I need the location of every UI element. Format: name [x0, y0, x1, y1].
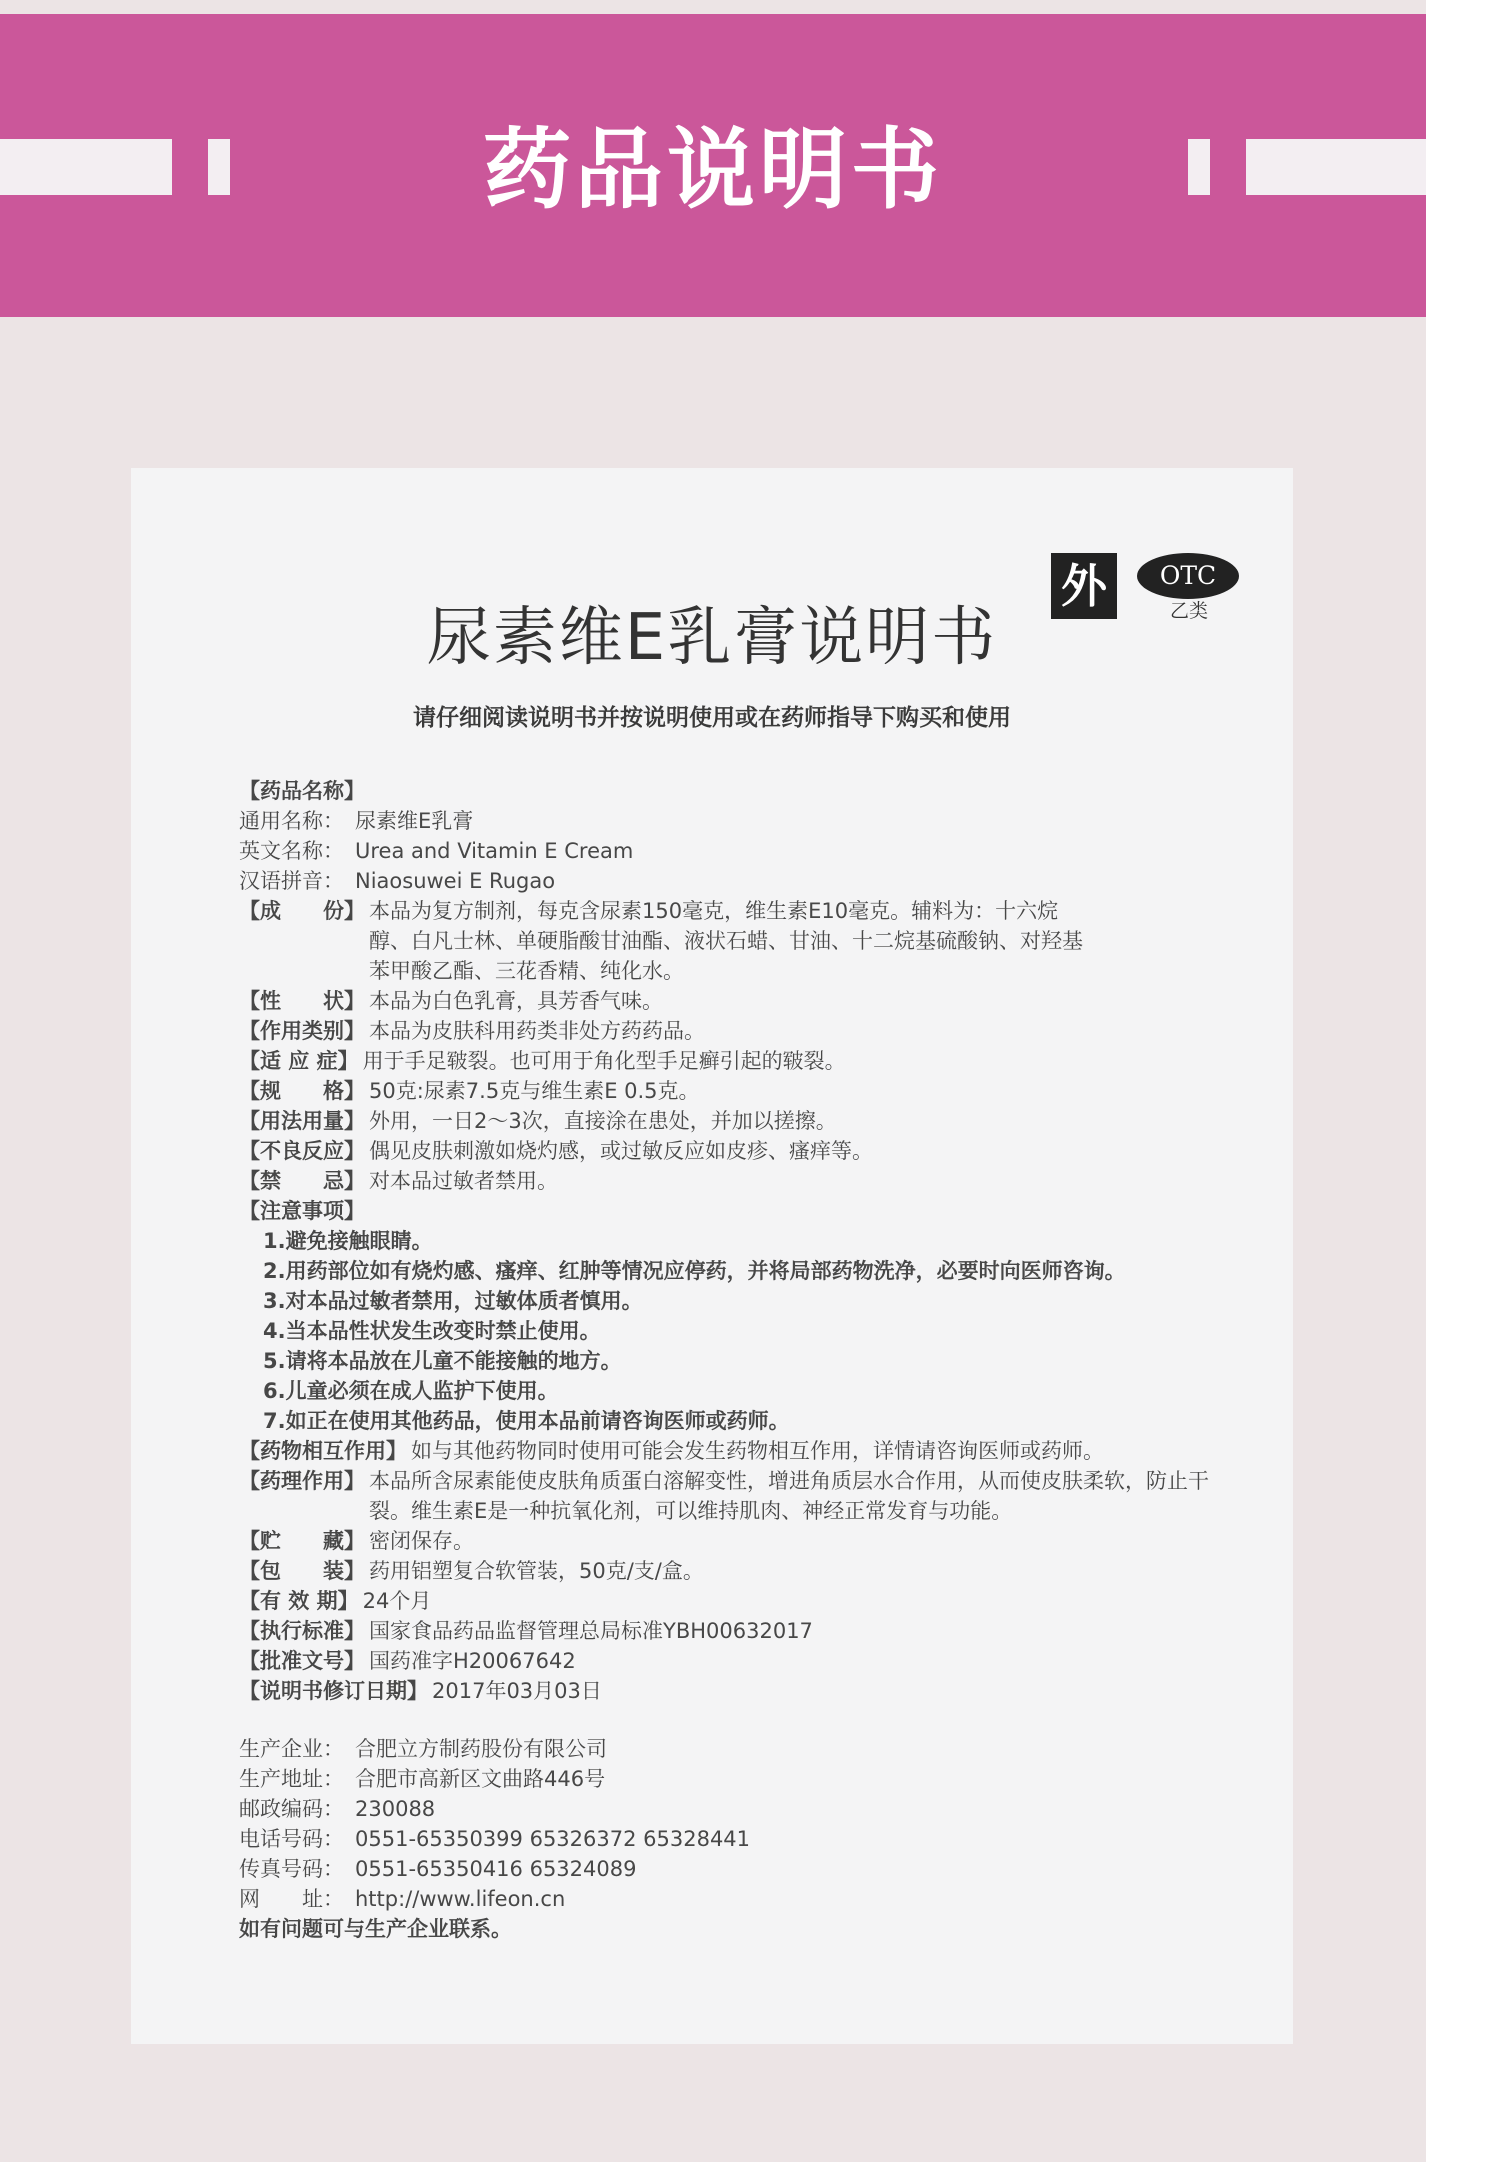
note-item: 2.用药部位如有烧灼感、瘙痒、红肿等情况应停药，并将局部药物洗净，必要时向医师咨询。: [263, 1259, 1126, 1283]
right-margin: [1426, 0, 1500, 2162]
english-name-value: Urea and Vitamin E Cream: [355, 839, 634, 863]
leaflet-body: [239, 776, 1279, 1944]
validity-label: 【有 效 期】: [239, 1589, 359, 1613]
package-value: 药用铝塑复合软管装，50克/支/盒。: [369, 1559, 704, 1583]
indication-value: 用于手足皲裂。也可用于角化型手足癣引起的皲裂。: [362, 1049, 846, 1073]
ingredients-value: 本品为复方制剂，每克含尿素150毫克，维生素E10毫克。辅料为：十六烷醇、白凡士林、单硬脂酸甘油酯、液状石蜡、甘油、十二烷基硫酸钠、对羟基苯甲酸乙酯、三花香精、纯化水。: [369, 899, 1083, 983]
maker-label: 生产企业：: [239, 1737, 344, 1761]
note-item: 5.请将本品放在儿童不能接触的地方。: [263, 1349, 622, 1373]
decor-bar: [1188, 139, 1210, 195]
approval-value: 国药准字H20067642: [369, 1649, 576, 1673]
contact-note: 如有问题可与生产企业联系。: [239, 1917, 512, 1941]
approval-label: 【批准文号】: [239, 1649, 365, 1673]
usage-label: 【用法用量】: [239, 1109, 365, 1133]
header-banner: [0, 14, 1426, 317]
adverse-value: 偶见皮肤刺激如烧灼感，或过敏反应如皮疹、瘙痒等。: [369, 1139, 873, 1163]
decor-bar: [208, 139, 230, 195]
fax-label: 传真号码：: [239, 1857, 344, 1881]
leaflet-paper: [131, 468, 1293, 2044]
storage-label: 【贮 藏】: [239, 1529, 365, 1553]
pharmacology-label: 【药理作用】: [239, 1469, 365, 1493]
appearance-value: 本品为白色乳膏，具芳香气味。: [369, 989, 663, 1013]
indication-label: 【适 应 症】: [239, 1049, 359, 1073]
standard-label: 【执行标准】: [239, 1619, 365, 1643]
otc-class-label: 乙类: [1169, 600, 1208, 622]
category-value: 本品为皮肤科用药类非处方药药品。: [369, 1019, 705, 1043]
category-label: 【作用类别】: [239, 1019, 365, 1043]
interaction-value: 如与其他药物同时使用可能会发生药物相互作用，详情请咨询医师或药师。: [411, 1439, 1104, 1463]
contraindication-label: 【禁 忌】: [239, 1169, 365, 1193]
interaction-label: 【药物相互作用】: [239, 1439, 407, 1463]
address-value: 合肥市高新区文曲路446号: [355, 1767, 606, 1791]
document-subtitle: 请仔细阅读说明书并按说明使用或在药师指导下购买和使用: [413, 705, 1011, 731]
phone-value: 0551-65350399 65326372 65328441: [355, 1827, 751, 1851]
spec-value: 50克:尿素7.5克与维生素E 0.5克。: [369, 1079, 700, 1103]
phone-label: 电话号码：: [239, 1827, 344, 1851]
external-use-badge: 外: [1051, 553, 1117, 619]
fax-value: 0551-65350416 65324089: [355, 1857, 637, 1881]
ingredients-label: 【成 份】: [239, 899, 365, 923]
banner-title: 药品说明书: [482, 117, 943, 221]
maker-value: 合肥立方制药股份有限公司: [355, 1737, 607, 1761]
website-link[interactable]: http://www.lifeon.cn: [355, 1887, 566, 1911]
decor-bar: [1246, 139, 1426, 195]
adverse-label: 【不良反应】: [239, 1139, 365, 1163]
note-item: 6.儿童必须在成人监护下使用。: [263, 1379, 559, 1403]
revision-date-value: 2017年03月03日: [432, 1679, 602, 1703]
decor-bar: [0, 139, 172, 195]
note-item: 4.当本品性状发生改变时禁止使用。: [263, 1319, 601, 1343]
pinyin-value: Niaosuwei E Rugao: [355, 869, 556, 893]
usage-value: 外用，一日2～3次，直接涂在患处，并加以搓擦。: [369, 1109, 837, 1133]
postcode-label: 邮政编码：: [239, 1797, 344, 1821]
website-label: 网 址：: [239, 1887, 344, 1911]
postcode-value: 230088: [355, 1797, 436, 1821]
note-item: 7.如正在使用其他药品，使用本品前请咨询医师或药师。: [263, 1409, 790, 1433]
pharmacology-value: 本品所含尿素能使皮肤角质蛋白溶解变性，增进角质层水合作用，从而使皮肤柔软，防止干裂。维生素E是一种抗氧化剂，可以维持肌肉、神经正常发育与功能。: [369, 1469, 1209, 1523]
storage-value: 密闭保存。: [369, 1529, 474, 1553]
validity-value: 24个月: [362, 1589, 432, 1613]
package-label: 【包 装】: [239, 1559, 365, 1583]
standard-value: 国家食品药品监督管理总局标准YBH00632017: [369, 1619, 813, 1643]
note-item: 3.对本品过敏者禁用，过敏体质者慎用。: [263, 1289, 643, 1313]
notes-header: 【注意事项】: [239, 1199, 365, 1223]
revision-date-label: 【说明书修订日期】: [239, 1679, 428, 1703]
spec-label: 【规 格】: [239, 1079, 365, 1103]
document-title: 尿素维E乳膏说明书: [426, 601, 998, 675]
address-label: 生产地址：: [239, 1767, 344, 1791]
note-item: 1.避免接触眼睛。: [263, 1229, 433, 1253]
pinyin-label: 汉语拼音：: [239, 869, 344, 893]
contraindication-value: 对本品过敏者禁用。: [369, 1169, 558, 1193]
appearance-label: 【性 状】: [239, 989, 365, 1013]
drug-name-header: 【药品名称】: [239, 779, 365, 803]
generic-name-label: 通用名称：: [239, 809, 344, 833]
generic-name-value: 尿素维E乳膏: [355, 809, 474, 833]
top-strip: [0, 0, 1426, 14]
otc-badge: OTC: [1137, 553, 1239, 599]
english-name-label: 英文名称：: [239, 839, 344, 863]
